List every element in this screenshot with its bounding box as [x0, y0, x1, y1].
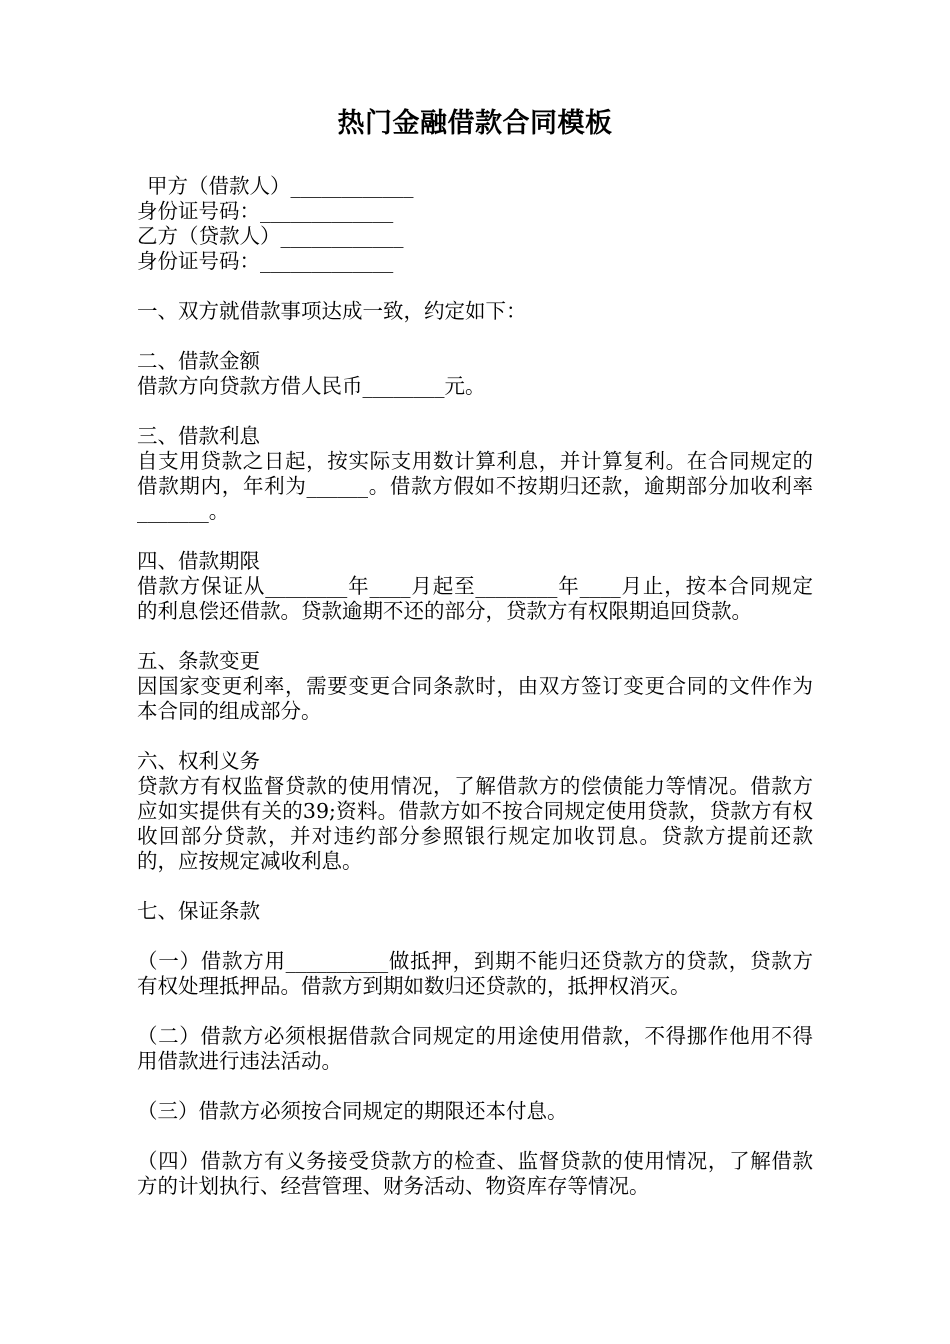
- spacer: [137, 874, 813, 899]
- section-5-heading: 五、条款变更: [137, 649, 260, 673]
- spacer: [137, 1124, 813, 1149]
- section-7-item-1: （一）借款方用__________做抵押，到期不能归还贷款方的贷款，贷款方有权处理抵押品。借款方到期如数归还贷款的，抵押权消灭。: [137, 949, 813, 998]
- section-7-item-2: （二）借款方必须根据借款合同规定的用途使用借款，不得挪作他用不得用借款进行违法活动。: [137, 1024, 813, 1073]
- section-6-heading: 六、权利义务: [137, 749, 260, 773]
- spacer: [137, 999, 813, 1024]
- spacer: [137, 399, 813, 424]
- document-body: [137, 174, 813, 1199]
- section-7-heading: 七、保证条款: [137, 899, 260, 923]
- spacer: [137, 724, 813, 749]
- section-5-text: 因国家变更利率，需要变更合同条款时，由双方签订变更合同的文件作为本合同的组成部分。: [137, 674, 813, 723]
- section-1-heading: 一、双方就借款事项达成一致，约定如下：: [137, 299, 527, 323]
- spacer: [137, 524, 813, 549]
- section-3-text: 自支用贷款之日起，按实际支用数计算利息，并计算复利。在合同规定的借款期内，年利为______。借款方假如不按期归还款，逾期部分加收利率_______。: [137, 449, 813, 523]
- section-6-text: 贷款方有权监督贷款的使用情况，了解借款方的偿债能力等情况。借款方应如实提供有关的39;资料。借款方如不按合同规定使用贷款，贷款方有权收回部分贷款，并对违约部分参照银行规定加收罚息。贷款方提前还款的，应按规定减收利息。: [137, 774, 813, 873]
- spacer: [137, 324, 813, 349]
- document-title: 热门金融借款合同模板: [337, 108, 613, 139]
- party-a-id-line: 身份证号码：_____________: [137, 199, 394, 223]
- spacer: [137, 924, 813, 949]
- spacer: [137, 274, 813, 299]
- section-7-item-3: （三）借款方必须按合同规定的期限还本付息。: [137, 1099, 568, 1123]
- section-3-heading: 三、借款利息: [137, 424, 260, 448]
- section-4-text: 借款方保证从________年____月起至________年____月止，按本合同规定的利息偿还借款。贷款逾期不还的部分，贷款方有权限期追回贷款。: [137, 574, 813, 623]
- section-2-text: 借款方向贷款方借人民币________元。: [137, 374, 486, 398]
- section-7-item-4: （四）借款方有义务接受贷款方的检查、监督贷款的使用情况，了解借款方的计划执行、经营管理、财务活动、物资库存等情况。: [137, 1149, 813, 1198]
- spacer: [137, 1074, 813, 1099]
- section-4-heading: 四、借款期限: [137, 549, 260, 573]
- spacer: [137, 624, 813, 649]
- party-b-id-line: 身份证号码：_____________: [137, 249, 394, 273]
- section-2-heading: 二、借款金额: [137, 349, 260, 373]
- party-b-line: 乙方（贷款人）____________: [137, 224, 404, 248]
- party-a-line: 甲方（借款人）____________: [147, 174, 414, 198]
